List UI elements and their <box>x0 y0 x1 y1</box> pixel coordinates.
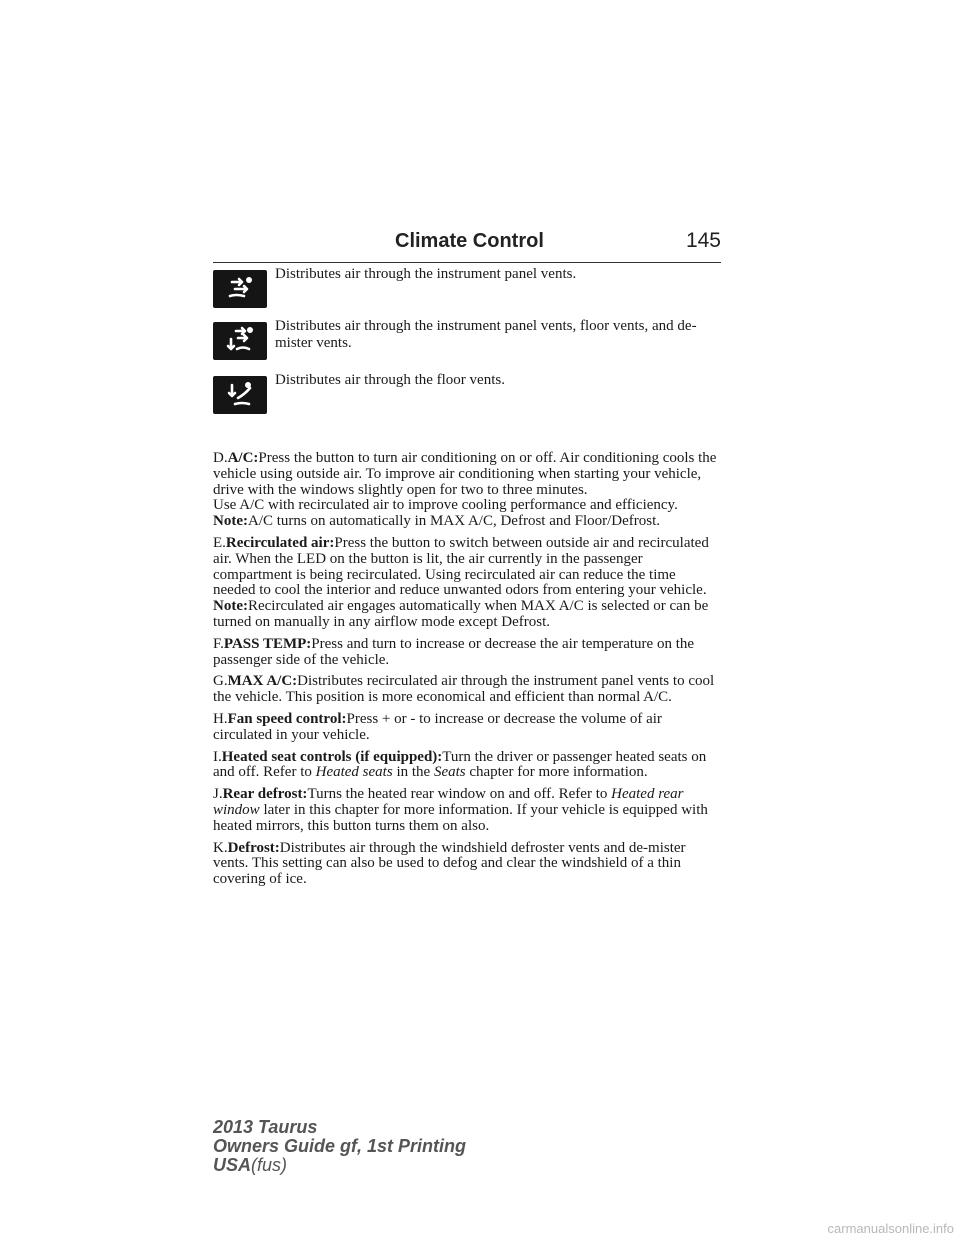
control-descriptions <box>213 451 721 894</box>
section-label: Rear defrost: <box>222 786 308 803</box>
section-pass-temp <box>213 637 721 669</box>
section-text: Press + or - to increase or decrease the volume of air circulated in your vehicle. <box>213 710 662 743</box>
section-label: Heated seat controls (if equipped): <box>221 748 443 765</box>
footer-line-guide: Owners Guide gf, 1st Printing <box>213 1136 467 1156</box>
section-text: Press the button to turn air conditioning on or off. Air conditioning cools the vehicle using outside air. To improve air conditioning when starting your vehicle, drive with the windows slightly open for two to three minutes. <box>213 450 717 498</box>
section-letter: G. <box>213 673 228 690</box>
page-header <box>213 228 721 263</box>
floor-vents-description: Distributes air through the floor vents. <box>275 372 505 388</box>
page-number: 145 <box>685 229 721 252</box>
section-defrost <box>213 841 721 888</box>
cross-reference: Heated seats <box>315 764 393 781</box>
section-letter: K. <box>213 839 228 856</box>
footer-region-code: (fus) <box>251 1155 288 1175</box>
panel-floor-demister-vents-icon <box>213 322 267 360</box>
section-text: Distributes recirculated air through the instrument panel vents to cool the vehicle. This position is more economical and efficient than normal A/C. <box>213 673 715 706</box>
section-ac <box>213 451 721 530</box>
section-letter: D. <box>213 450 228 466</box>
section-letter: F. <box>213 635 224 652</box>
note-text: Recirculated air engages automatically when MAX A/C is selected or can be turned on manually in any airflow mode except Defrost. <box>213 598 709 630</box>
cross-reference: Heated rear window <box>213 786 684 818</box>
note-label: Note: <box>213 513 248 530</box>
section-label: A/C: <box>227 450 259 466</box>
cross-reference: Seats <box>433 764 466 781</box>
section-letter: J. <box>213 786 223 803</box>
panel-vents-description: Distributes air through the instrument panel vents. <box>275 266 577 282</box>
section-fan-speed <box>213 712 721 744</box>
section-rear-defrost: J.Rear defrost:Turns the heated rear window on and off. Refer to Heated rear window later in this chapter for more information. If your vehicle is equipped with heated mirrors, this button turns them on also. <box>213 786 708 834</box>
panel-vents-icon <box>213 270 267 308</box>
section-text: Press and turn to increase or decrease the air temperature on the passenger side of the vehicle. <box>213 635 695 668</box>
section-max-ac <box>213 674 721 706</box>
section-label: PASS TEMP: <box>223 635 312 652</box>
section-recirculated-air <box>213 536 721 631</box>
print-footer <box>213 1118 466 1175</box>
section-letter: H. <box>213 710 228 727</box>
section-label: Fan speed control: <box>227 710 347 727</box>
section-heated-seats: I.Heated seat controls (if equipped):Turn the driver or passenger heated seats on and off. Refer to Heated seats in the Seats chapter for more information. <box>213 748 707 781</box>
section-text-2: Use A/C with recirculated air to improve cooling performance and efficiency. <box>213 497 678 514</box>
footer-line-model: 2013 Taurus <box>213 1117 318 1137</box>
page-title: Climate Control <box>395 230 544 252</box>
note-label: Note: <box>213 598 248 615</box>
section-label: Recirculated air: <box>225 534 335 551</box>
note-text: A/C turns on automatically in MAX A/C, Defrost and Floor/Defrost. <box>247 513 661 530</box>
panel-floor-demister-vents-description: Distributes air through the instrument panel vents, floor vents, and de-mister vents. <box>275 318 697 351</box>
floor-vents-icon <box>213 376 267 414</box>
section-text: Turn the driver or passenger heated seats on and off. Refer to <box>213 748 707 781</box>
section-label: MAX A/C: <box>227 673 298 690</box>
footer-line-region: USA(fus) <box>213 1155 288 1175</box>
section-text: Distributes air through the windshield defroster vents and de-mister vents. This setting can also be used to defog and clear the windshield of a thin covering of ice. <box>213 839 686 888</box>
section-text: Press the button to switch between outside air and recirculated air. When the LED on the button is lit, the air currently in the passenger compartment is being recirculated. Using recirculated air can reduce the time needed to cool the interior and reduce unwanted odors from entering your vehicle. <box>213 534 709 599</box>
watermark: carmanualsonline.info <box>827 1221 954 1236</box>
section-text: Turns the heated rear window on and off. Refer to <box>307 786 608 803</box>
section-label: Defrost: <box>227 839 280 856</box>
section-letter: E. <box>213 534 226 551</box>
section-letter: I. <box>213 748 222 765</box>
